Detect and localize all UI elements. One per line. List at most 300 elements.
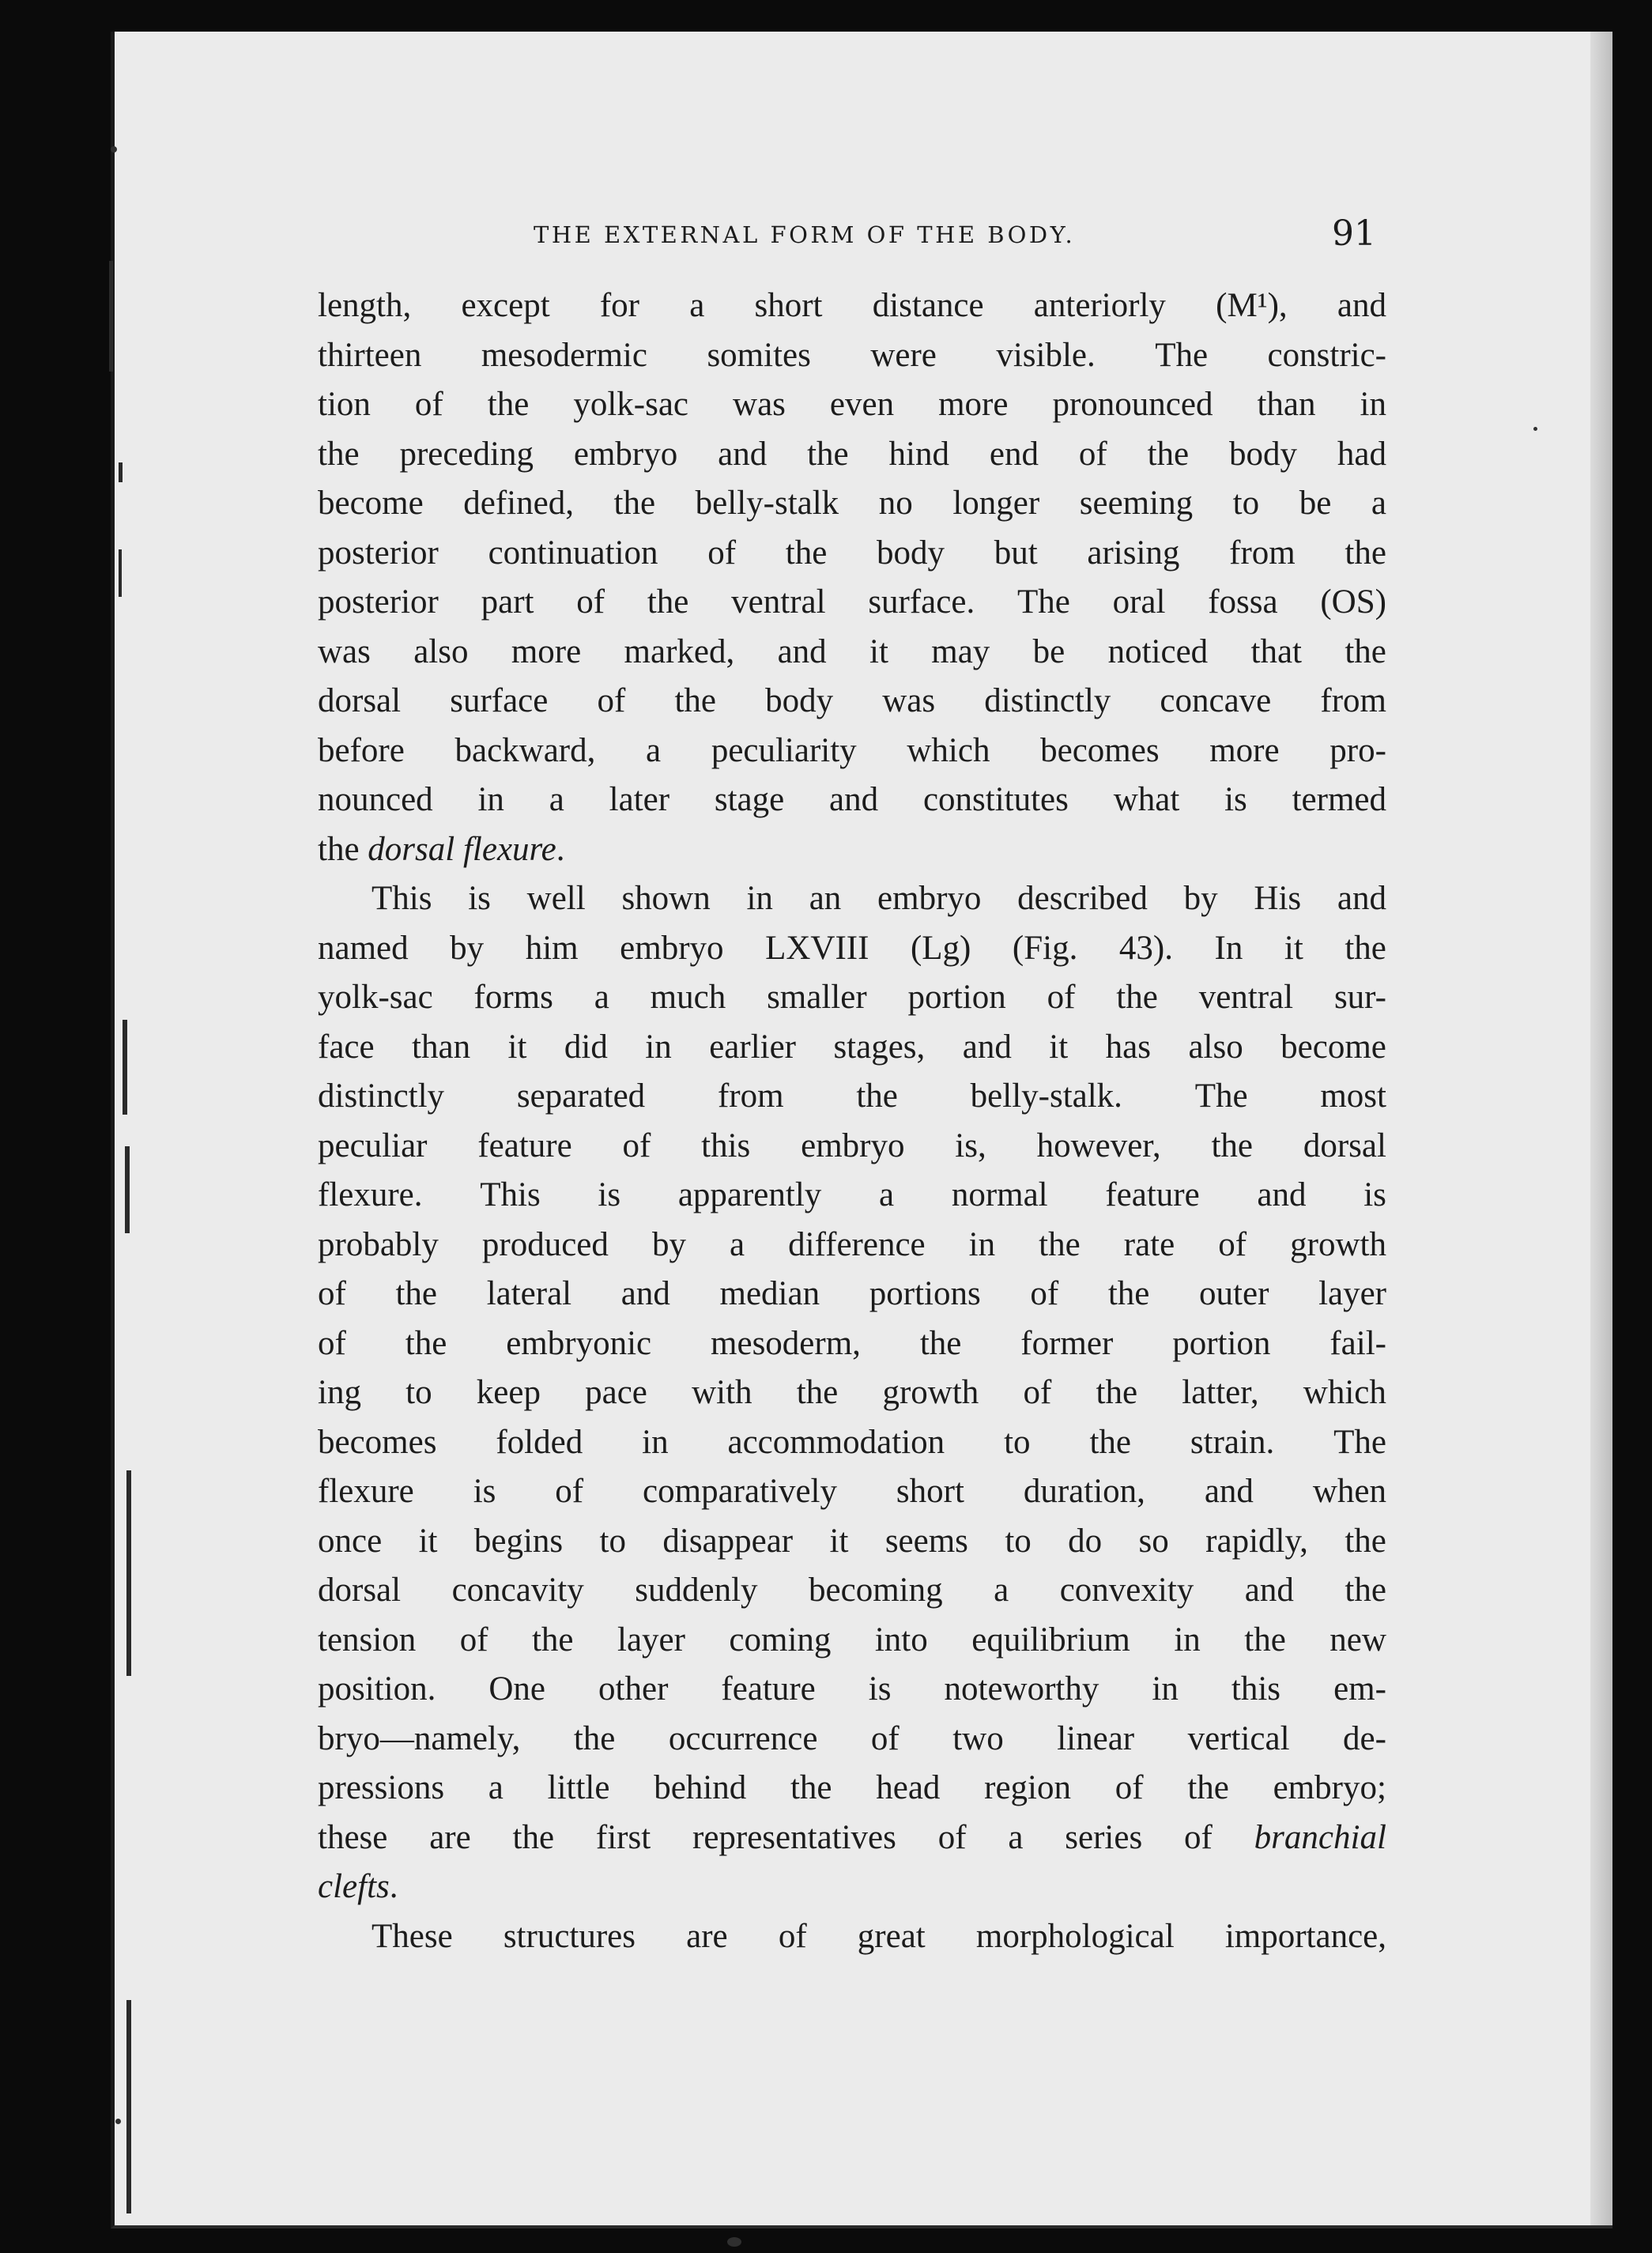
word: well [526, 880, 586, 917]
word: mesodermic [481, 336, 647, 374]
word: position. [318, 1670, 436, 1708]
word: embryo [801, 1126, 905, 1164]
text-line [318, 1862, 1386, 1912]
word: The [1155, 336, 1209, 374]
word: other [598, 1670, 669, 1708]
text-line [318, 1813, 1386, 1863]
word: that [1250, 632, 1302, 670]
text-line [318, 331, 1386, 381]
word: thirteen [318, 336, 422, 374]
word: the [487, 386, 530, 423]
word: a [879, 1176, 895, 1213]
text-line [318, 1665, 1386, 1715]
word: part [481, 583, 534, 621]
word: from [717, 1077, 784, 1115]
word: pressions [318, 1769, 445, 1806]
word: is [1224, 781, 1247, 818]
word: seems [884, 1522, 968, 1560]
word: embryo; [1273, 1769, 1386, 1806]
word: flexure. [318, 1176, 423, 1213]
word: of [1184, 1818, 1213, 1856]
word: become [1280, 1028, 1386, 1066]
word: body [877, 534, 945, 572]
word: the [1147, 435, 1190, 473]
word: is [468, 880, 491, 917]
word: of [1218, 1225, 1247, 1263]
word: than [412, 1028, 471, 1066]
word: growth [1290, 1225, 1386, 1263]
word: length, [318, 287, 412, 324]
word: to [1005, 1522, 1032, 1560]
word: is, [955, 1126, 986, 1164]
word: which [1303, 1374, 1386, 1411]
text-line [318, 1270, 1386, 1319]
word: the [1345, 1572, 1386, 1609]
word: in [1360, 386, 1386, 423]
word: of [459, 1621, 488, 1659]
page-number: 91 [1332, 213, 1376, 254]
running-head [534, 213, 1403, 261]
text-line [318, 973, 1386, 1023]
word: the [1096, 1374, 1138, 1411]
text-line [318, 578, 1386, 628]
scan-speck [727, 2237, 741, 2247]
word: a [646, 731, 662, 769]
word: backward, [454, 731, 596, 769]
text-line [318, 677, 1386, 726]
word: it [1284, 929, 1303, 967]
word: in [1152, 1670, 1179, 1708]
scan-speck [115, 2119, 121, 2124]
word: of [414, 386, 443, 423]
word: most [1320, 1077, 1386, 1115]
word: separated [516, 1077, 646, 1115]
word: linear [1057, 1719, 1135, 1757]
word: posterior [318, 534, 439, 572]
word: duration, [1023, 1473, 1145, 1510]
running-title: THE EXTERNAL FORM OF THE BODY. [534, 221, 1076, 248]
word: folded [496, 1423, 583, 1461]
word: the [395, 1275, 438, 1312]
word: to [405, 1374, 432, 1411]
word: of [1030, 1275, 1059, 1312]
word: it [869, 632, 888, 670]
word: the [919, 1324, 962, 1362]
word: these [318, 1818, 388, 1856]
word: . [556, 830, 565, 868]
word: visible. [996, 336, 1096, 374]
word: the [613, 485, 656, 522]
word: be [1299, 485, 1332, 522]
word: These [372, 1917, 453, 1955]
word: behind [654, 1769, 747, 1806]
text-line [318, 1467, 1386, 1517]
word: of [597, 682, 626, 719]
text-line [318, 924, 1386, 974]
word: vertical [1187, 1719, 1290, 1757]
word: normal [951, 1176, 1048, 1213]
word: pro- [1330, 731, 1386, 769]
word: stages, [833, 1028, 926, 1066]
word: of [707, 534, 737, 572]
binding-mark [119, 462, 123, 482]
binding-mark [119, 549, 122, 597]
binding-mark [109, 261, 113, 372]
word: and [1337, 880, 1386, 917]
page-edge-shadow [1590, 32, 1612, 2225]
word: the [1345, 1522, 1386, 1560]
word: . [389, 1868, 398, 1905]
word: (OS) [1320, 583, 1386, 621]
word: embryo [573, 435, 678, 473]
word: fail- [1330, 1324, 1386, 1362]
word: pace [585, 1374, 647, 1411]
word: in [642, 1423, 669, 1461]
word: somites [707, 336, 811, 374]
word: The [1333, 1423, 1386, 1461]
word: becoming [809, 1572, 943, 1609]
word: it [829, 1522, 849, 1560]
text-line [318, 1566, 1386, 1616]
word: apparently [677, 1176, 822, 1213]
word: feature [477, 1126, 572, 1164]
word: for [599, 287, 639, 324]
word: rapidly, [1205, 1522, 1308, 1560]
word: little [547, 1769, 610, 1806]
word: This [480, 1176, 541, 1213]
binding-mark [126, 1470, 131, 1676]
word: suddenly [635, 1572, 758, 1609]
word: was [318, 632, 371, 670]
binding-mark [123, 1020, 127, 1115]
word: belly-stalk. [970, 1077, 1122, 1115]
word: nounced [318, 781, 433, 818]
word: ventral [731, 583, 826, 621]
word: convexity [1059, 1572, 1194, 1609]
word: by [450, 929, 485, 967]
word: a [994, 1572, 1009, 1609]
word: growth [882, 1374, 979, 1411]
word: but [994, 534, 1038, 572]
word: His [1254, 880, 1302, 917]
word: to [1232, 485, 1260, 522]
word: to [1004, 1423, 1031, 1461]
text-line [318, 874, 1386, 924]
word: termed [1292, 781, 1386, 818]
word: difference [788, 1225, 926, 1263]
word: equilibrium [971, 1621, 1130, 1659]
word: morphological [975, 1917, 1175, 1955]
word: surface [450, 682, 549, 719]
word: accommodation [727, 1423, 945, 1461]
word: however, [1036, 1126, 1161, 1164]
word: arising [1087, 534, 1180, 572]
word: more [1209, 731, 1280, 769]
text-line [318, 529, 1386, 579]
word: more [511, 632, 582, 670]
word: tion [318, 386, 371, 423]
binding-mark [126, 2000, 131, 2213]
word: tension [318, 1621, 417, 1659]
word: One [488, 1670, 545, 1708]
word: also [1188, 1028, 1243, 1066]
word: preceding [399, 435, 534, 473]
word: from [1320, 682, 1386, 719]
word: de- [1343, 1719, 1386, 1757]
word: portion [907, 979, 1006, 1016]
word: forms [473, 979, 553, 1016]
binding-mark [125, 1146, 130, 1233]
word: dorsal [1303, 1126, 1386, 1164]
word: and [1204, 1473, 1254, 1510]
word: is [868, 1670, 892, 1708]
word: the [1187, 1769, 1229, 1806]
word: also [413, 632, 469, 670]
word: LXVIII [765, 929, 869, 967]
word: noteworthy [944, 1670, 1099, 1708]
word: concavity [451, 1572, 584, 1609]
word: this [701, 1126, 751, 1164]
word: seeming [1079, 485, 1194, 522]
word: peculiar [318, 1126, 428, 1164]
word: becomes [1040, 731, 1160, 769]
word: in [1174, 1621, 1201, 1659]
word: new [1330, 1621, 1386, 1659]
word: former [1020, 1324, 1114, 1362]
word: of [318, 1275, 346, 1312]
word: the [573, 1719, 616, 1757]
word: dorsal [318, 1572, 402, 1609]
word: is [1363, 1176, 1386, 1213]
word: short [754, 287, 823, 324]
word: coming [729, 1621, 832, 1659]
word: it [507, 1028, 527, 1066]
word: noticed [1107, 632, 1209, 670]
word: it [418, 1522, 438, 1560]
word: mesoderm, [711, 1324, 861, 1362]
word: the [1089, 1423, 1131, 1461]
word: an [809, 880, 842, 917]
text-line [318, 430, 1386, 480]
word: the [512, 1818, 555, 1856]
word: concave [1160, 682, 1272, 719]
word: belly-stalk [695, 485, 839, 522]
word: series [1065, 1818, 1143, 1856]
word: marked, [624, 632, 735, 670]
word: the [1345, 534, 1386, 572]
word: in [477, 781, 504, 818]
word: great [857, 1917, 926, 1955]
word: may [931, 632, 990, 670]
word: surface. [868, 583, 975, 621]
word: smaller [767, 979, 867, 1016]
word: it [1049, 1028, 1069, 1066]
word: of [1023, 1374, 1052, 1411]
word: outer [1199, 1275, 1269, 1312]
word: the [796, 1374, 839, 1411]
text-line [318, 479, 1386, 529]
word: a [730, 1225, 745, 1263]
word: the [405, 1324, 447, 1362]
text-line [318, 1616, 1386, 1666]
word: has [1105, 1028, 1151, 1066]
word: (Lg) [910, 929, 971, 967]
word: representatives [692, 1818, 896, 1856]
word: lateral [486, 1275, 572, 1312]
word: the [318, 830, 368, 868]
text-line [318, 825, 1386, 875]
word: in [645, 1028, 672, 1066]
word: the [1211, 1126, 1254, 1164]
word: a [1371, 485, 1386, 522]
word: bryo—namely, [318, 1719, 521, 1757]
word: much [650, 979, 726, 1016]
word: body [765, 682, 834, 719]
text-line [318, 1715, 1386, 1764]
text-line [318, 1418, 1386, 1468]
word: with [692, 1374, 752, 1411]
word: ventral [1198, 979, 1294, 1016]
word: the [785, 534, 828, 572]
word: (M¹), [1216, 287, 1288, 324]
word: of [576, 583, 605, 621]
word: body [1229, 435, 1298, 473]
word: in [968, 1225, 996, 1263]
text-line [318, 1171, 1386, 1221]
word: this [1231, 1670, 1281, 1708]
text-line [318, 1072, 1386, 1122]
word: the [1244, 1621, 1286, 1659]
word: of [778, 1917, 807, 1955]
word: median [719, 1275, 820, 1312]
word: from [1229, 534, 1296, 572]
text-line [318, 1122, 1386, 1172]
word: begins [473, 1522, 564, 1560]
word: by [1183, 880, 1218, 917]
word: region [984, 1769, 1072, 1806]
word: the [647, 583, 689, 621]
scan-speck [1533, 427, 1537, 431]
word: of [622, 1126, 651, 1164]
word: a [689, 287, 705, 324]
word: face [318, 1028, 375, 1066]
text-line [318, 628, 1386, 677]
word: (Fig. [1012, 929, 1078, 967]
word: described [1017, 880, 1148, 917]
italic-word: clefts [318, 1868, 390, 1905]
word: layer [617, 1621, 685, 1659]
word: importance, [1224, 1917, 1386, 1955]
word: becomes [318, 1423, 437, 1461]
word: peculiarity [711, 731, 857, 769]
word: become [318, 485, 424, 522]
word: had [1337, 435, 1386, 473]
word: end [989, 435, 1039, 473]
word: in [746, 880, 773, 917]
word: longer [952, 485, 1040, 522]
word: even [829, 386, 895, 423]
word: layer [1318, 1275, 1386, 1312]
word: was [882, 682, 936, 719]
word: a [1008, 1818, 1024, 1856]
word: The [1194, 1077, 1248, 1115]
word: distance [872, 287, 984, 324]
word: embryonic [506, 1324, 652, 1362]
word: the [318, 435, 360, 473]
word: embryo [877, 880, 982, 917]
word: the [1116, 979, 1158, 1016]
word: later [609, 781, 670, 818]
word: than [1257, 386, 1316, 423]
word: distinctly [984, 682, 1111, 719]
text-line [318, 281, 1386, 331]
word: shown [621, 880, 711, 917]
word: the [1039, 1225, 1081, 1263]
text-line [318, 726, 1386, 776]
word: by [651, 1225, 686, 1263]
word: posterior [318, 583, 439, 621]
word: stage [714, 781, 785, 818]
word: feature [1105, 1176, 1200, 1213]
word: of [870, 1719, 900, 1757]
word: strain. [1190, 1423, 1275, 1461]
word: earlier [709, 1028, 796, 1066]
word: portions [869, 1275, 981, 1312]
word: of [1047, 979, 1076, 1016]
word: no [878, 485, 913, 522]
word: latter, [1182, 1374, 1259, 1411]
word: the [856, 1077, 898, 1115]
word: were [870, 336, 937, 374]
word: sur- [1333, 979, 1386, 1016]
word: anteriorly [1033, 287, 1166, 324]
text-line [318, 380, 1386, 430]
word: and [777, 632, 827, 670]
word: comparatively [643, 1473, 837, 1510]
word: once [318, 1522, 383, 1560]
word: yolk-sac [573, 386, 688, 423]
word: and [829, 781, 879, 818]
scan-speck [111, 146, 117, 153]
word: is [473, 1473, 496, 1510]
word: the [674, 682, 716, 719]
word: of [318, 1324, 346, 1362]
text-line [318, 776, 1386, 825]
word: the [1107, 1275, 1150, 1312]
word: rate [1123, 1225, 1175, 1263]
word: was [733, 386, 786, 423]
word: disappear [662, 1522, 794, 1560]
word: short [896, 1473, 964, 1510]
word: the [531, 1621, 574, 1659]
word: of [555, 1473, 584, 1510]
word: distinctly [318, 1077, 445, 1115]
text-line [318, 1368, 1386, 1418]
word: a [488, 1769, 504, 1806]
word: feature [721, 1670, 816, 1708]
word: 43). [1118, 929, 1173, 967]
word: This [372, 880, 432, 917]
word: occurrence [668, 1719, 818, 1757]
word: hind [888, 435, 949, 473]
word: The [1016, 583, 1070, 621]
body-text [318, 281, 1386, 1961]
word: into [874, 1621, 928, 1659]
word: of [1115, 1769, 1144, 1806]
word: and [620, 1275, 670, 1312]
word: him [525, 929, 579, 967]
text-line [318, 1517, 1386, 1567]
